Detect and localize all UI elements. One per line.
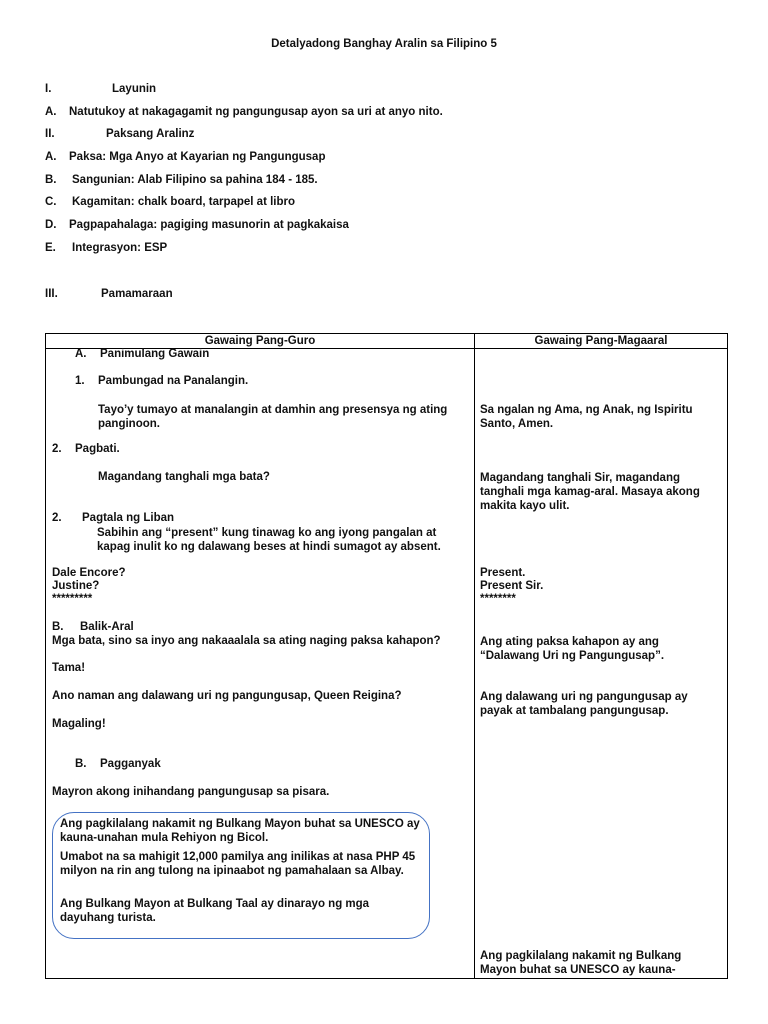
step-1-title: Pambungad na Panalangin. <box>98 375 249 387</box>
student-review-answer-2: Ang dalawang uri ng pangungusap ay payak at tambalang pangungusap. <box>480 691 688 717</box>
attendance-name: Dale Encore? <box>52 567 126 579</box>
sentence-1: Ang pagkilalang nakamit ng Bulkang Mayon buhat sa UNESCO ay kauna-unahan mula Rehiyon ng Bicol. <box>60 818 420 844</box>
section-3-number: III. <box>45 288 58 300</box>
attendance-ellipsis: ********* <box>52 593 93 605</box>
part-b-title: Balik-Aral <box>80 621 134 633</box>
outline-item-letter: A. <box>45 151 57 163</box>
step-3-title: Pagtala ng Liban <box>82 512 175 524</box>
step-2-number: 2. <box>52 443 62 455</box>
outline-item-letter: D. <box>45 219 57 231</box>
review-question-2: Ano naman ang dalawang uri ng pangungusap, Queen Reigina? <box>52 690 402 702</box>
teacher-affirmation: Tama! <box>52 662 86 674</box>
student-ellipsis: ******** <box>480 593 516 605</box>
outline-item-letter: E. <box>45 242 56 254</box>
section-1-title: Layunin <box>112 83 157 95</box>
review-question: Mga bata, sino sa inyo ang nakaaalala sa ating naging paksa kahapon? <box>52 635 441 647</box>
outline-item-text: Pagpapahalaga: pagiging masunorin at pagkakaisa <box>69 219 349 231</box>
part-c-letter: B. <box>75 758 87 770</box>
student-last-answer: Ang pagkilalang nakamit ng Bulkang Mayon buhat sa UNESCO ay kauna- <box>480 950 682 976</box>
sentence-3: Ang Bulkang Mayon at Bulkang Taal ay dinarayo ng mga dayuhang turista. <box>60 898 370 924</box>
attendance-instruction: Sabihin ang “present” kung tinawag ko ang iyong pangalan at kapag inulit ko ng dalawang beses at hindi sumagot ay absent. <box>97 527 441 553</box>
section-2-title: Paksang Aralinz <box>106 128 195 140</box>
document-title: Detalyadong Banghay Aralin sa Filipino 5 <box>271 38 497 50</box>
student-review-answer: Ang ating paksa kahapon ay ang “Dalawang Uri ng Pangungusap”. <box>480 636 665 662</box>
section-2-number: II. <box>45 128 55 140</box>
outline-item-letter: C. <box>45 196 57 208</box>
objective-letter: A. <box>45 106 57 118</box>
section-3-title: Pamamaraan <box>101 288 173 300</box>
step-1-number: 1. <box>75 375 85 387</box>
student-greeting: Magandang tanghali Sir, magandang tanghali mga kamag-aral. Masaya akong makita kayo ulit. <box>480 472 700 512</box>
part-b-letter: B. <box>52 621 64 633</box>
attendance-name: Justine? <box>52 580 100 592</box>
sentence-2: Umabot na sa mahigit 12,000 pamilya ang inilikas at nasa PHP 45 milyon na rin ang tulong na ipinaabot ng pamahalaan sa Albay. <box>60 851 416 877</box>
motivation-text: Mayron akong inihandang pangungusap sa pisara. <box>52 786 330 798</box>
student-column-header: Gawaing Pang-Magaaral <box>534 335 668 347</box>
section-1-number: I. <box>45 83 52 95</box>
part-c-title: Pagganyak <box>100 758 161 770</box>
column-divider <box>474 334 475 978</box>
outline-item-text: Kagamitan: chalk board, tarpapel at libro <box>72 196 296 208</box>
student-response: Present Sir. <box>480 580 544 592</box>
outline-item-text: Integrasyon: ESP <box>72 242 168 254</box>
objective-text: Natutukoy at nakagagamit ng pangungusap ayon sa uri at anyo nito. <box>69 106 443 118</box>
teacher-praise: Magaling! <box>52 718 106 730</box>
part-a-title: Panimulang Gawain <box>100 348 210 360</box>
outline-item-text: Sangunian: Alab Filipino sa pahina 184 - 185. <box>72 174 318 186</box>
step-3-number: 2. <box>52 512 62 524</box>
teacher-greeting: Magandang tanghali mga bata? <box>98 471 270 483</box>
teacher-column-header: Gawaing Pang-Guro <box>204 335 316 347</box>
outline-item-letter: B. <box>45 174 57 186</box>
prayer-instruction: Tayo’y tumayo at manalangin at damhin ang presensya ng ating panginoon. <box>98 404 448 430</box>
student-prayer: Sa ngalan ng Ama, ng Anak, ng Ispiritu Santo, Amen. <box>480 404 693 430</box>
part-a-letter: A. <box>75 348 87 360</box>
student-response: Present. <box>480 567 526 579</box>
step-2-title: Pagbati. <box>75 443 120 455</box>
outline-item-text: Paksa: Mga Anyo at Kayarian ng Pangungusap <box>69 151 326 163</box>
